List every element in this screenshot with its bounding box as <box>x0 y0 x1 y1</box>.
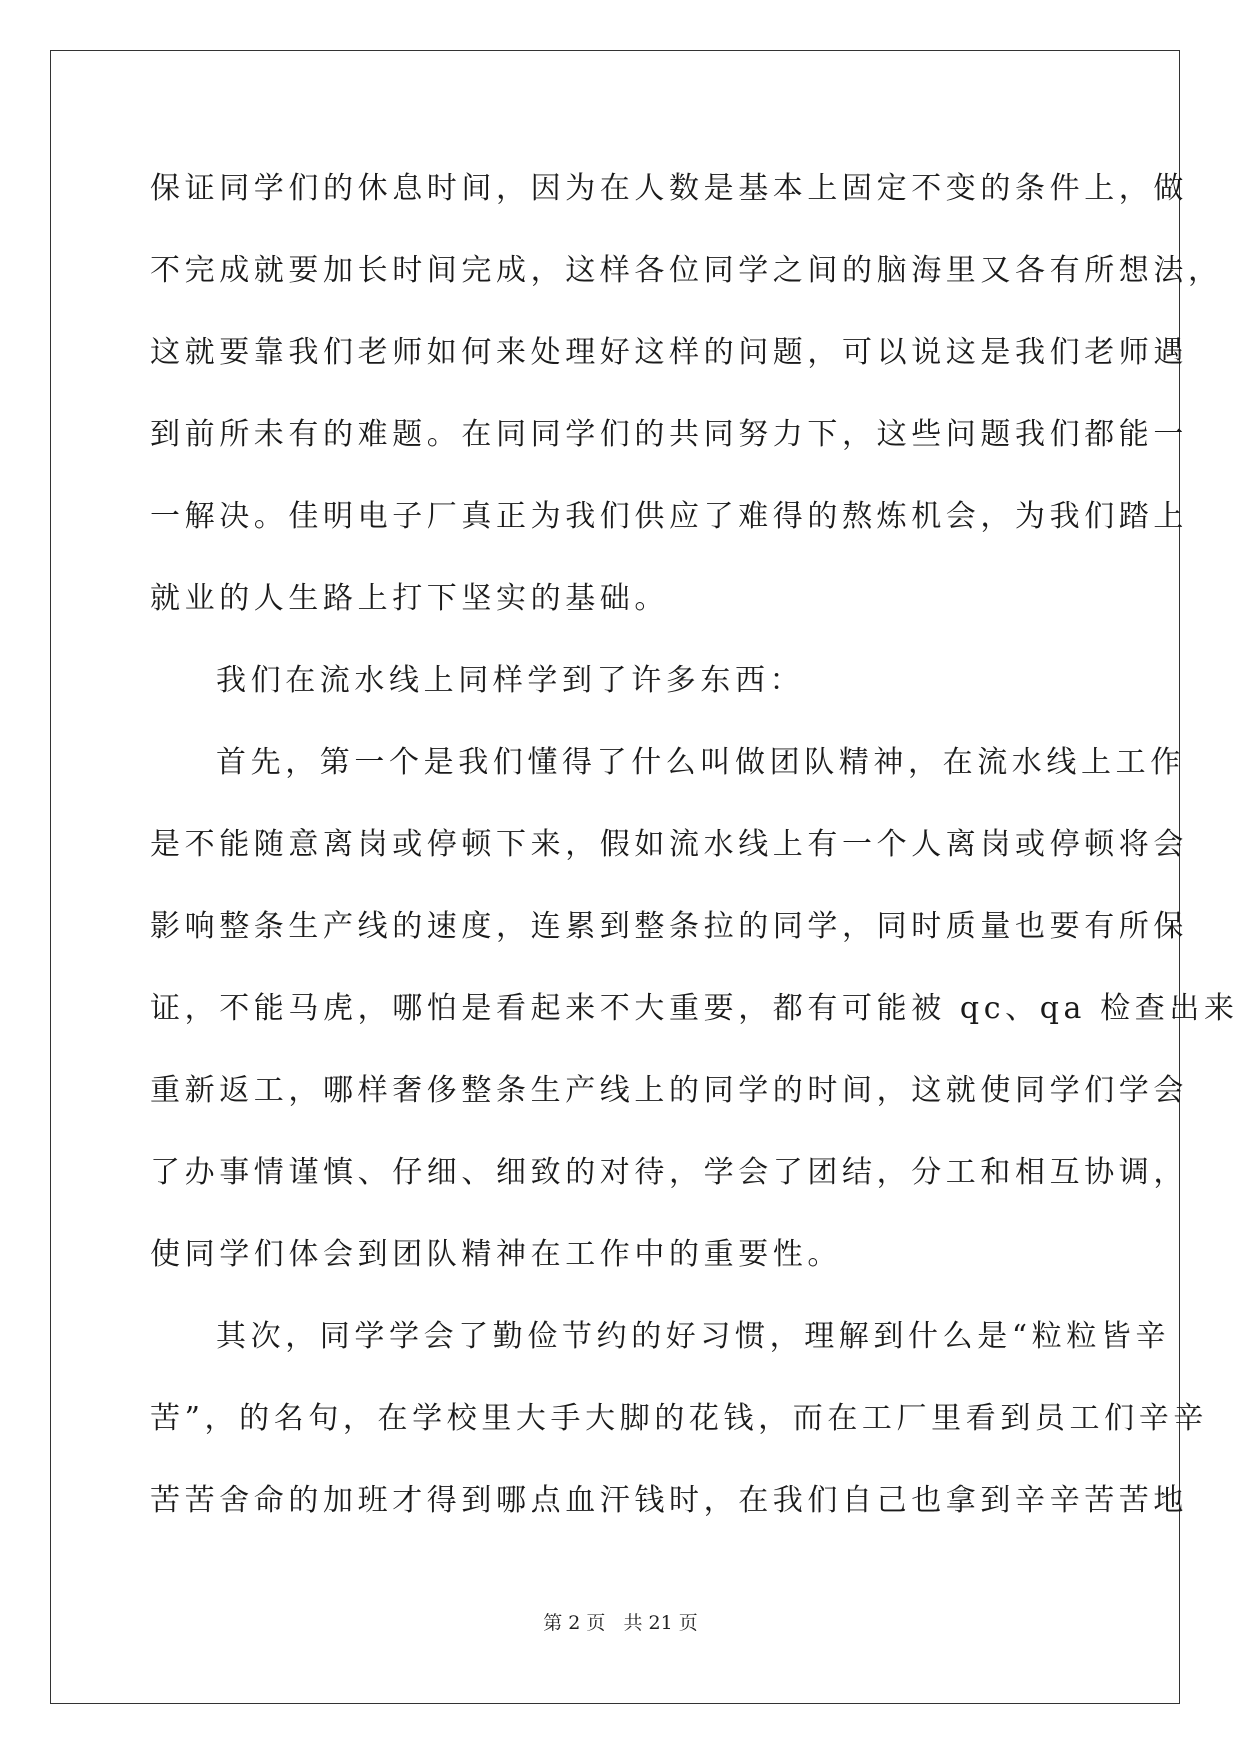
page-total: 共 21 页 <box>623 1612 698 1634</box>
page-footer <box>0 1608 1241 1635</box>
text-line: 保证同学们的休息时间，因为在人数是基本上固定不变的条件上，做 <box>150 171 1188 206</box>
text-line: 不完成就要加长时间完成，这样各位同学之间的脑海里又各有所想法， <box>150 253 1223 288</box>
text-line: 苦苦舍命的加班才得到哪点血汗钱时，在我们自己也拿到辛辛苦苦地 <box>150 1483 1188 1518</box>
page-number: 第 2 页 <box>543 1612 606 1634</box>
text-line-paragraph-start: 我们在流水线上同样学到了许多东西： <box>216 663 805 698</box>
text-line: 使同学们体会到团队精神在工作中的重要性。 <box>150 1237 842 1272</box>
text-line: 一解决。佳明电子厂真正为我们供应了难得的熬炼机会，为我们踏上 <box>150 499 1188 534</box>
text-line: 苦”，的名句，在学校里大手大脚的花钱，而在工厂里看到员工们辛辛 <box>150 1401 1208 1436</box>
text-line-paragraph-start: 首先，第一个是我们懂得了什么叫做团队精神，在流水线上工作 <box>216 745 1185 780</box>
document-body <box>150 162 1239 1556</box>
text-line: 是不能随意离岗或停顿下来，假如流水线上有一个人离岗或停顿将会 <box>150 827 1188 862</box>
text-line: 到前所未有的难题。在同同学们的共同努力下，这些问题我们都能一 <box>150 417 1188 452</box>
text-line: 了办事情谨慎、仔细、细致的对待，学会了团结，分工和相互协调， <box>150 1155 1188 1190</box>
text-line: 重新返工，哪样奢侈整条生产线上的同学的时间，这就使同学们学会 <box>150 1073 1188 1108</box>
text-line: 这就要靠我们老师如何来处理好这样的问题，可以说这是我们老师遇 <box>150 335 1188 370</box>
text-line-paragraph-start: 其次，同学学会了勤俭节约的好习惯，理解到什么是“粒粒皆辛 <box>216 1319 1171 1354</box>
text-line: 就业的人生路上打下坚实的基础。 <box>150 581 669 616</box>
text-line: 证，不能马虎，哪怕是看起来不大重要，都有可能被 qc、qa 检查出来 <box>150 991 1239 1026</box>
text-line: 影响整条生产线的速度，连累到整条拉的同学，同时质量也要有所保 <box>150 909 1188 944</box>
